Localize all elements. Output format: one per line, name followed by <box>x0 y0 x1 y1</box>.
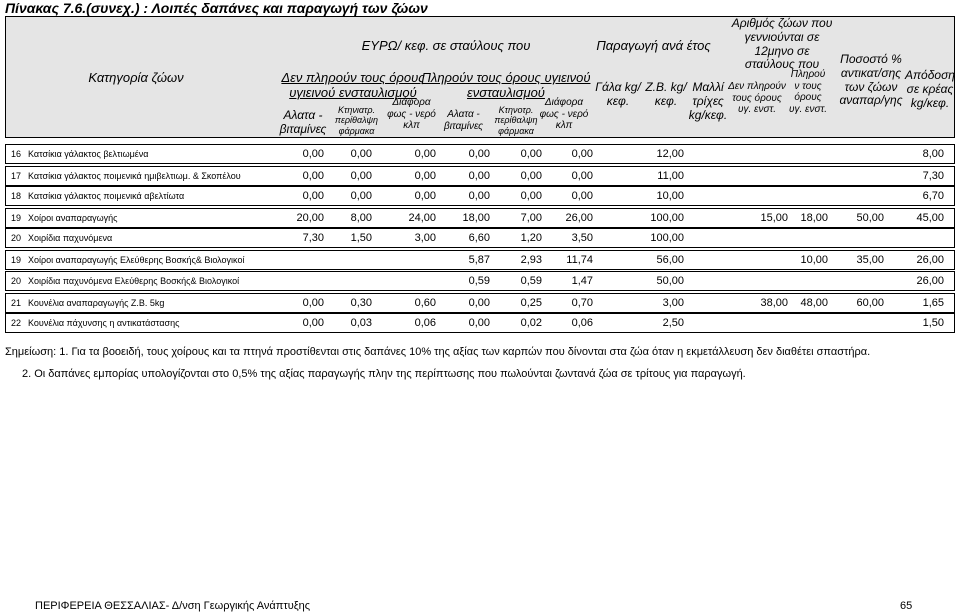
header-meat: Απόδοση σε κρέας kg/κεφ. <box>905 68 955 110</box>
row-milk: 56,00 <box>656 254 684 266</box>
row-number: 22 <box>11 318 22 328</box>
note-2: 2. Οι δαπάνες εμπορίας υπολογίζονται στο 0,5% της αξίας παραγωγής πλην της περίπτωσης που πωλούνται ζωντανά ζώα σε τρίτους για παραγωγή. <box>22 368 746 380</box>
row-cost: 5,87 <box>468 254 490 266</box>
header-lw: Ζ.Β. kg/κεφ. <box>645 80 687 108</box>
row-replacement: 35,00 <box>856 254 884 266</box>
row-cost: 24,00 <box>408 212 436 224</box>
row-meat: 8,00 <box>922 148 944 160</box>
row-number: 19 <box>11 255 22 265</box>
table-row <box>5 144 955 164</box>
note-1: Σημείωση: 1. Για τα βοοειδή, τους χοίρους και τα πτηνά προστίθενται στις δαπάνες 10% της αξίας των καρπών που δίνονται στα ζώα όταν η εκμετάλλευση δεν διαθέτει σπαστήρα. <box>5 346 871 358</box>
row-births-yes: 48,00 <box>800 297 828 309</box>
row-cost: 1,50 <box>350 232 372 244</box>
row-cost: 0,00 <box>302 148 324 160</box>
row-label: Κατσίκια γάλακτος ποιμενικά ημιβελτιωμ. & Σκοπέλου <box>28 171 241 181</box>
header-feed2: Αλατα - βιταμίνες <box>444 109 483 132</box>
header-category: Κατηγορία ζώων <box>88 70 184 85</box>
row-meat: 1,50 <box>922 317 944 329</box>
row-cost: 0,00 <box>571 170 593 182</box>
row-births-not: 38,00 <box>760 297 788 309</box>
row-cost: 0,00 <box>571 148 593 160</box>
row-cost: 0,00 <box>468 170 490 182</box>
row-meat: 7,30 <box>922 170 944 182</box>
row-label: Κατσίκια γάλακτος βελτιωμένα <box>28 149 149 159</box>
row-meat: 26,00 <box>916 275 944 287</box>
row-cost: 8,00 <box>350 212 372 224</box>
row-cost: 0,00 <box>302 190 324 202</box>
row-cost: 6,60 <box>468 232 490 244</box>
row-meat: 45,00 <box>916 212 944 224</box>
row-cost: 0,06 <box>414 317 436 329</box>
row-label: Χοιρίδια παχυνόμενα <box>28 233 113 243</box>
row-label: Κουνέλια αναπαραγωγής Ζ.Β. 5kg <box>28 298 165 308</box>
row-cost: 0,59 <box>468 275 490 287</box>
row-number: 20 <box>11 233 22 243</box>
row-cost: 0,00 <box>350 148 372 160</box>
row-cost: 0,06 <box>571 317 593 329</box>
row-cost: 0,02 <box>520 317 542 329</box>
row-births-not: 15,00 <box>760 212 788 224</box>
page-title: Πίνακας 7.6.(συνεχ.) : Λοιπές δαπάνες και παραγωγή των ζώων <box>5 0 428 16</box>
header-births: Αριθμός ζώων που γεννιούνται σε 12μηνο σε σταύλους που <box>731 16 833 72</box>
row-milk: 50,00 <box>656 275 684 287</box>
row-milk: 12,00 <box>656 148 684 160</box>
header-milk: Γάλα kg/κεφ. <box>595 80 641 108</box>
row-births-yes: 10,00 <box>800 254 828 266</box>
row-milk: 2,50 <box>662 317 684 329</box>
row-cost: 3,00 <box>414 232 436 244</box>
row-cost: 0,03 <box>350 317 372 329</box>
header-euro: ΕΥΡΩ/ κεφ. σε σταύλους που <box>361 38 531 53</box>
row-cost: 1,20 <box>520 232 542 244</box>
row-number: 21 <box>11 298 22 308</box>
row-cost: 0,60 <box>414 297 436 309</box>
table-row <box>5 166 955 186</box>
row-label: Κουνέλια πάχυνσης η αντικατάστασης <box>28 318 180 328</box>
row-cost: 0,00 <box>468 148 490 160</box>
header-production: Παραγωγή ανά έτος <box>596 38 711 53</box>
table-row <box>5 208 955 228</box>
footer: ΠΕΡΙΦΕΡΕΙΑ ΘΕΣΣΑΛΙΑΣ- Δ/νση Γεωργικής Ανάπτυξης <box>35 600 311 612</box>
row-meat: 26,00 <box>916 254 944 266</box>
row-milk: 100,00 <box>650 212 684 224</box>
row-milk: 100,00 <box>650 232 684 244</box>
table-row <box>5 271 955 291</box>
table-row <box>5 228 955 248</box>
header-vet: Κτηνιατρ. περίθαλψη φάρμακα <box>334 105 379 136</box>
row-label: Χοιρίδια παχυνόμενα Ελεύθερης Βοσκής& Βιολογικοί <box>28 276 240 286</box>
row-cost: 0,70 <box>571 297 593 309</box>
row-replacement: 50,00 <box>856 212 884 224</box>
row-meat: 6,70 <box>922 190 944 202</box>
header-not-meeting: Δεν πληρούν τους όρους υγιεινού ενσταυλισμού <box>281 70 425 100</box>
header-wool: Μαλλί τρίχες kg/κεφ. <box>688 80 728 122</box>
row-number: 20 <box>11 276 22 286</box>
row-cost: 7,00 <box>520 212 542 224</box>
row-label: Χοίροι αναπαραγωγής Ελεύθερης Βοσκής& Βιολογικοί <box>28 255 245 265</box>
header-births-yes: Πληρού ν τους όρους υγ. ενστ. <box>789 69 827 115</box>
table-header <box>5 16 955 138</box>
row-cost: 0,00 <box>468 190 490 202</box>
row-number: 17 <box>11 171 22 181</box>
header-feed: Αλατα - βιταμίνες <box>279 108 327 136</box>
row-cost: 3,50 <box>571 232 593 244</box>
header-vet2: Κτηνοτρ. περίθαλψη φάρμακα <box>494 105 538 136</box>
row-cost: 0,00 <box>520 170 542 182</box>
row-replacement: 60,00 <box>856 297 884 309</box>
row-cost: 0,00 <box>302 317 324 329</box>
row-cost: 0,00 <box>414 190 436 202</box>
row-cost: 0,00 <box>571 190 593 202</box>
row-cost: 26,00 <box>565 212 593 224</box>
row-milk: 11,00 <box>657 170 684 182</box>
header-replacement: Ποσοστό % αντικατ/σης των ζώων αναπαρ/γης <box>839 52 903 108</box>
row-meat: 1,65 <box>922 297 944 309</box>
header-misc2: Διάφορα φως - νερό κλπ <box>539 97 589 131</box>
row-births-yes: 18,00 <box>800 212 828 224</box>
row-cost: 0,00 <box>302 297 324 309</box>
table-row <box>5 250 955 270</box>
row-cost: 18,00 <box>462 212 490 224</box>
row-cost: 0,00 <box>414 148 436 160</box>
row-milk: 3,00 <box>662 297 684 309</box>
header-births-not: Δεν πληρούν τους όρους υγ. ενστ. <box>728 81 786 115</box>
row-cost: 0,00 <box>350 190 372 202</box>
row-number: 18 <box>11 191 22 201</box>
row-cost: 0,00 <box>468 317 490 329</box>
row-cost: 0,30 <box>350 297 372 309</box>
row-cost: 20,00 <box>296 212 324 224</box>
row-milk: 10,00 <box>656 190 684 202</box>
table-row <box>5 186 955 206</box>
row-cost: 0,00 <box>520 148 542 160</box>
row-cost: 2,93 <box>520 254 542 266</box>
row-cost: 0,00 <box>414 170 436 182</box>
row-cost: 0,25 <box>520 297 542 309</box>
table-row <box>5 293 955 313</box>
row-cost: 0,00 <box>468 297 490 309</box>
page-number: 65 <box>900 600 913 612</box>
row-number: 19 <box>11 213 22 223</box>
header-meeting: Πληρούν τους όρους υγιεινού ενσταυλισμού <box>421 70 591 100</box>
row-cost: 1,47 <box>571 275 593 287</box>
row-number: 16 <box>11 149 22 159</box>
table-row <box>5 313 955 333</box>
row-cost: 0,59 <box>520 275 542 287</box>
row-cost: 0,00 <box>520 190 542 202</box>
row-label: Κατσίκια γάλακτος ποιμενικά αβελτίωτα <box>28 191 185 201</box>
row-label: Χοίροι αναπαραγωγής <box>28 213 118 223</box>
row-cost: 0,00 <box>302 170 324 182</box>
row-cost: 7,30 <box>302 232 324 244</box>
row-cost: 11,74 <box>566 254 593 266</box>
header-misc: Διάφορα φως - νερό κλπ <box>387 97 436 131</box>
row-cost: 0,00 <box>350 170 372 182</box>
